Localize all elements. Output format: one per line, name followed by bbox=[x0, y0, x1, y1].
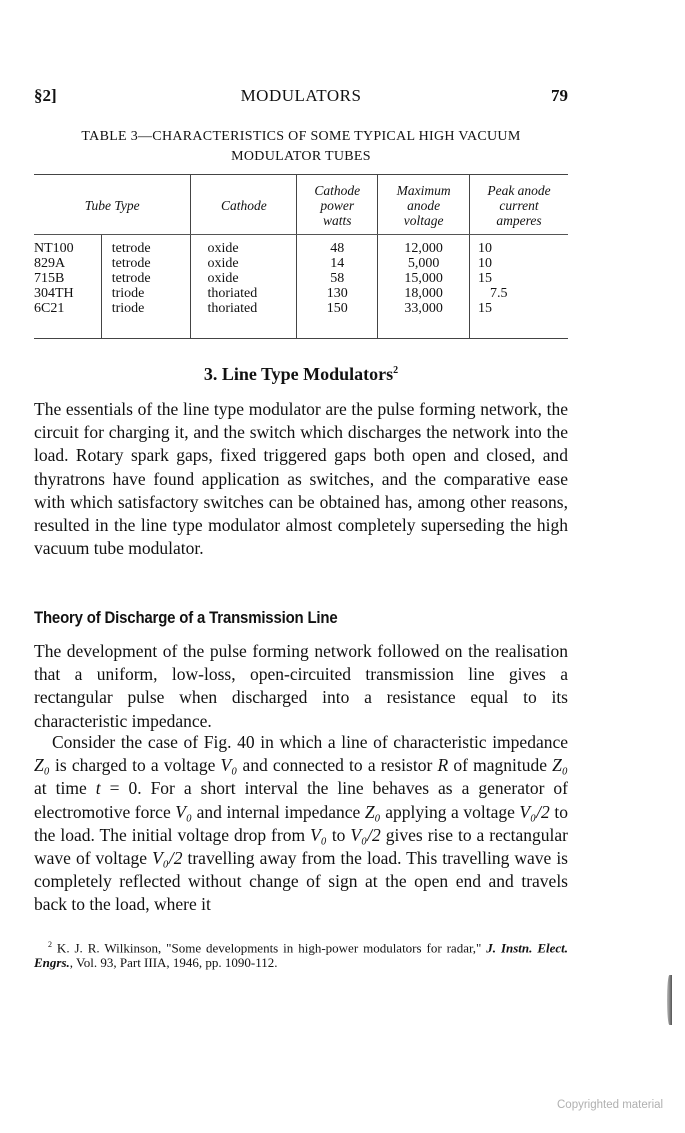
cell-amperes: 15 bbox=[470, 301, 568, 339]
modulator-tubes-table bbox=[34, 174, 568, 339]
cell-voltage: 18,000 bbox=[378, 286, 470, 301]
table-caption-line-1: TABLE 3—CHARACTERISTICS OF SOME TYPICAL HIGH VACUUM bbox=[81, 129, 521, 144]
cell-cathode: thoriated bbox=[191, 286, 297, 301]
cell-tube: NT100 bbox=[34, 241, 74, 256]
math-z0: Z₀ bbox=[552, 755, 568, 776]
cell-amperes: 7.5 bbox=[470, 286, 568, 301]
cell-tube: 6C21 bbox=[34, 301, 101, 339]
cell-watts: 150 bbox=[297, 301, 378, 339]
journal-title: J. Instn. Elect. Engrs. bbox=[34, 940, 569, 971]
header-peak-anode-current: Peak anode current amperes bbox=[470, 175, 568, 235]
cell-amperes: 10 bbox=[470, 256, 568, 271]
cell-cathode: oxide bbox=[191, 256, 297, 271]
cell-watts: 130 bbox=[297, 286, 378, 301]
cell-voltage: 33,000 bbox=[378, 301, 470, 339]
cell-amperes: 10 bbox=[470, 235, 568, 257]
cell-voltage: 5,000 bbox=[378, 256, 470, 271]
table-row bbox=[34, 286, 568, 301]
section-marker: §2] bbox=[34, 86, 57, 105]
cell-cathode: thoriated bbox=[191, 301, 297, 339]
paragraph-development: The development of the pulse forming network followed on the realisation that a uniform, low-loss, open-circuited transmission line gives a rectangular pulse when discharged into a resistance equal to its characteristic impedance. bbox=[34, 641, 568, 731]
cell-tube: 829A bbox=[34, 256, 66, 271]
cell-amperes: 15 bbox=[470, 271, 568, 286]
section-heading: 3. Line Type Modulators$^2$ bbox=[203, 364, 399, 384]
paragraph-consider: Consider the case of Fig. 40 in which a line of characteristic impedance Z₀ is charged to a voltage V₀ and connected to a resistor R of magnitude Z₀ at time t = 0. For a short interval the line behaves as a generator of electromotive force V₀ and internal impedance Z₀ applying a voltage V₀/2 to the load. The initial voltage drop from V₀ to V₀/2 gives rise to a rectangular wave of voltage V₀/2 travelling away from the load. This travelling wave is completely reflected without change of sign at the open end and travels back to the load, where it bbox=[34, 732, 568, 915]
table-row bbox=[34, 256, 568, 271]
math-t: t bbox=[95, 778, 101, 799]
page-number: 79 bbox=[551, 86, 568, 105]
cell-watts: 48 bbox=[297, 235, 378, 257]
cell-type: tetrode bbox=[101, 271, 191, 286]
math-v0: V₀ bbox=[220, 755, 238, 776]
cell-cathode: oxide bbox=[191, 235, 297, 257]
cell-tube: 715B bbox=[34, 271, 65, 286]
table-row bbox=[34, 235, 568, 257]
header-tube-type: Tube Type bbox=[34, 175, 191, 235]
header-cathode: Cathode bbox=[191, 175, 297, 235]
cell-type: tetrode bbox=[101, 256, 191, 271]
math-z0: Z₀ bbox=[364, 801, 381, 822]
header-max-anode-voltage: Maximum anode voltage bbox=[378, 175, 470, 235]
subsection-heading: Theory of Discharge of a Transmission Line bbox=[34, 608, 338, 627]
table-header-row bbox=[34, 175, 568, 235]
math-z0: Z₀ bbox=[34, 755, 50, 776]
table-row bbox=[34, 301, 568, 339]
cell-type: triode bbox=[101, 286, 191, 301]
running-head bbox=[34, 86, 568, 108]
copyright-watermark: Copyrighted material bbox=[557, 1099, 664, 1111]
math-v0-half: V₀/2 bbox=[152, 848, 183, 869]
cell-cathode: oxide bbox=[191, 271, 297, 286]
chapter-title: MODULATORS bbox=[240, 86, 362, 105]
math-v0-half: V₀/2 bbox=[350, 824, 381, 845]
cell-tube: 304TH bbox=[34, 286, 74, 301]
math-r: R bbox=[437, 755, 449, 776]
table-caption-line-2: MODULATOR TUBES bbox=[231, 149, 371, 164]
math-v0: V₀ bbox=[175, 801, 193, 822]
footnote-reference: 2 bbox=[393, 365, 399, 376]
cell-watts: 14 bbox=[297, 256, 378, 271]
paragraph-essentials: The essentials of the line type modulator are the pulse forming network, the circuit for charging it, and the switch which discharges the network into the load. Rotary spark gaps, fixed triggered gaps both open and closed, and thyratrons have found application as switches, and the comparative ease with which satisfactory switches can be obtained has, among other reasons, resulted in the line type modulator almost completely superseding the high vacuum tube modulator. bbox=[34, 399, 568, 559]
page-edge-shadow bbox=[667, 975, 672, 1025]
math-v0-half: V₀/2 bbox=[519, 801, 550, 822]
table-row bbox=[34, 271, 568, 286]
header-cathode-power: Cathode power watts bbox=[297, 175, 378, 235]
table-caption bbox=[34, 127, 568, 167]
cell-voltage: 15,000 bbox=[378, 271, 470, 286]
cell-watts: 58 bbox=[297, 271, 378, 286]
footnote: $^2$ K. J. R. Wilkinson, "Some developments in high-power modulators for radar," J. Instn. Elect. Engrs., Vol. 93, Part IIIA, 1946, pp. 1090-112. bbox=[34, 940, 569, 971]
cell-voltage: 12,000 bbox=[378, 235, 470, 257]
footnote-mark: 2 bbox=[48, 940, 52, 949]
cell-type: triode bbox=[101, 301, 191, 339]
cell-type: tetrode bbox=[101, 235, 191, 257]
math-v0: V₀ bbox=[310, 824, 327, 845]
